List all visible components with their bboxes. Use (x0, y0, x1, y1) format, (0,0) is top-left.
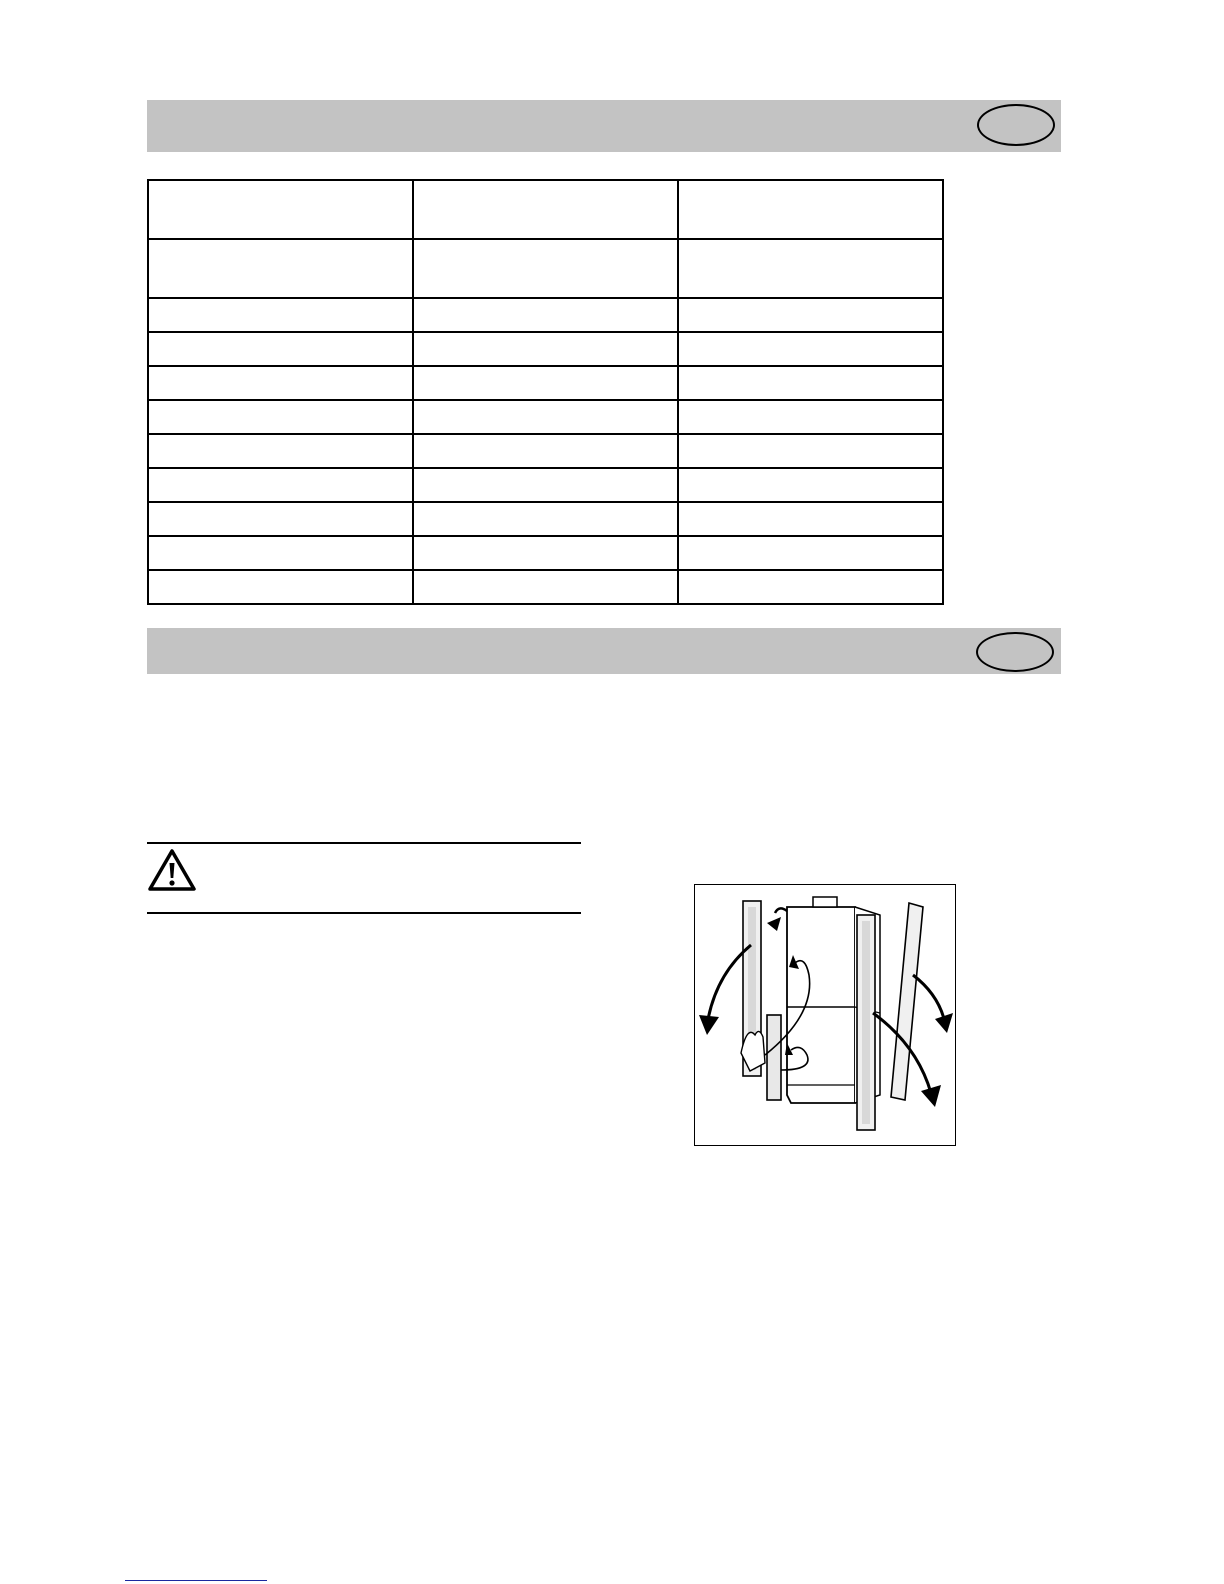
table-cell (148, 298, 413, 332)
table-cell (413, 536, 678, 570)
warning-triangle-icon (147, 848, 197, 892)
table-row (148, 570, 943, 604)
table-row (148, 239, 943, 298)
footer-link-underline[interactable] (125, 1580, 267, 1581)
table-cell (413, 434, 678, 468)
table-cell (148, 180, 413, 239)
table-cell (413, 298, 678, 332)
table-cell (413, 180, 678, 239)
table-row (148, 400, 943, 434)
table-cell (148, 502, 413, 536)
table-cell (678, 468, 943, 502)
table-cell (413, 239, 678, 298)
section-header-bar (147, 628, 1061, 674)
table-cell (148, 400, 413, 434)
language-badge (976, 632, 1054, 672)
table-row (148, 434, 943, 468)
table-cell (413, 468, 678, 502)
table-cell (678, 332, 943, 366)
table-cell (678, 502, 943, 536)
table-cell (678, 570, 943, 604)
table-cell (148, 570, 413, 604)
language-badge (977, 104, 1055, 146)
table-header-row (148, 180, 943, 239)
table-cell (148, 366, 413, 400)
table-row (148, 502, 943, 536)
table-cell (678, 239, 943, 298)
table-row (148, 366, 943, 400)
data-table (147, 179, 944, 605)
table-cell (148, 536, 413, 570)
table-cell (148, 468, 413, 502)
table-cell (678, 366, 943, 400)
section-header-bar (147, 100, 1061, 152)
table-cell (678, 400, 943, 434)
table-cell (413, 332, 678, 366)
fridge-illustration (695, 885, 955, 1145)
table-cell (413, 366, 678, 400)
table-row (148, 298, 943, 332)
table-cell (678, 536, 943, 570)
table-row (148, 536, 943, 570)
warning-divider (147, 842, 581, 844)
table-cell (413, 400, 678, 434)
table-cell (678, 298, 943, 332)
table-row (148, 468, 943, 502)
warning-divider (147, 912, 581, 914)
table-cell (678, 180, 943, 239)
table-cell (413, 570, 678, 604)
packaging-removal-illustration (694, 884, 956, 1146)
table-cell (413, 502, 678, 536)
table-cell (678, 434, 943, 468)
table-cell (148, 239, 413, 298)
table-cell (148, 332, 413, 366)
table-row (148, 332, 943, 366)
table-cell (148, 434, 413, 468)
